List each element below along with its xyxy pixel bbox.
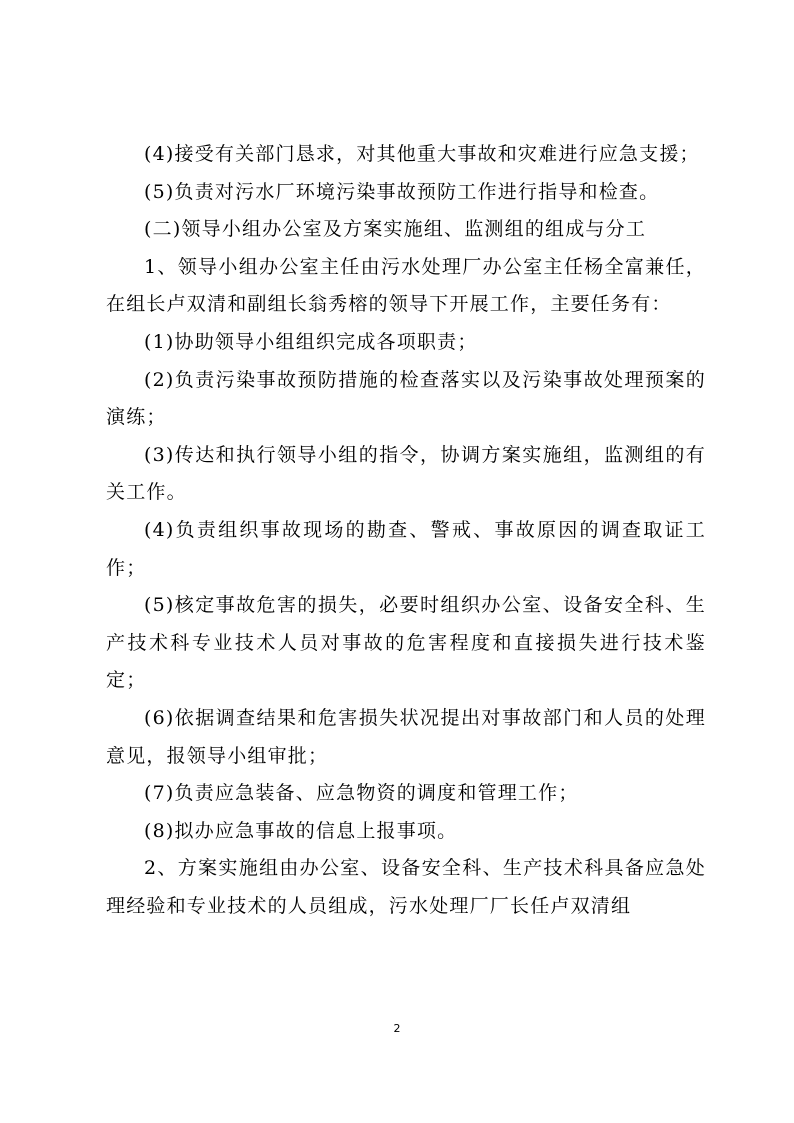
paragraph-task-5: (5)核定事故危害的损失，必要时组织办公室、设备安全科、生产技术科专业技术人员对事故的危害程度和直接损失进行技术鉴定； <box>106 594 706 692</box>
paragraph-task-1: (1)协助领导小组组织完成各项职责； <box>144 330 478 353</box>
section-heading-office-groups: (二)领导小组办公室及方案实施组、监测组的组成与分工 <box>144 218 647 241</box>
paragraph-task-3: (3)传达和执行领导小组的指令，协调方案实施组，监测组的有关工作。 <box>106 443 706 504</box>
page-number: 2 <box>393 1022 401 1035</box>
paragraph-duty-5: (5)负责对污水厂环境污染事故预防工作进行指导和检查。 <box>144 180 660 203</box>
paragraph-task-8: (8)拟办应急事故的信息上报事项。 <box>144 819 458 842</box>
document-body <box>106 136 706 925</box>
paragraph-task-7: (7)负责应急装备、应急物资的调度和管理工作； <box>144 782 579 805</box>
paragraph-task-2: (2)负责污染事故预防措施的检查落实以及污染事故处理预案的演练； <box>106 368 706 429</box>
paragraph-office-director: 1、领导小组办公室主任由污水处理厂办公室主任杨全富兼任，在组长卢双清和副组长翁秀榕的领导下开展工作，主要任务有： <box>106 255 706 316</box>
paragraph-duty-4: (4)接受有关部门恳求，对其他重大事故和灾难进行应急支援； <box>144 143 700 165</box>
paragraph-task-6: (6)依据调查结果和危害损失状况提出对事故部门和人员的处理意见，报领导小组审批； <box>106 706 706 767</box>
paragraph-implementation-group: 2、方案实施组由办公室、设备安全科、生产技术科具备应急处理经验和专业技术的人员组成，污水处理厂厂长任卢双清组 <box>106 857 706 917</box>
paragraph-task-4: (4)负责组织事故现场的勘查、警戒、事故原因的调查取证工作； <box>106 518 706 579</box>
